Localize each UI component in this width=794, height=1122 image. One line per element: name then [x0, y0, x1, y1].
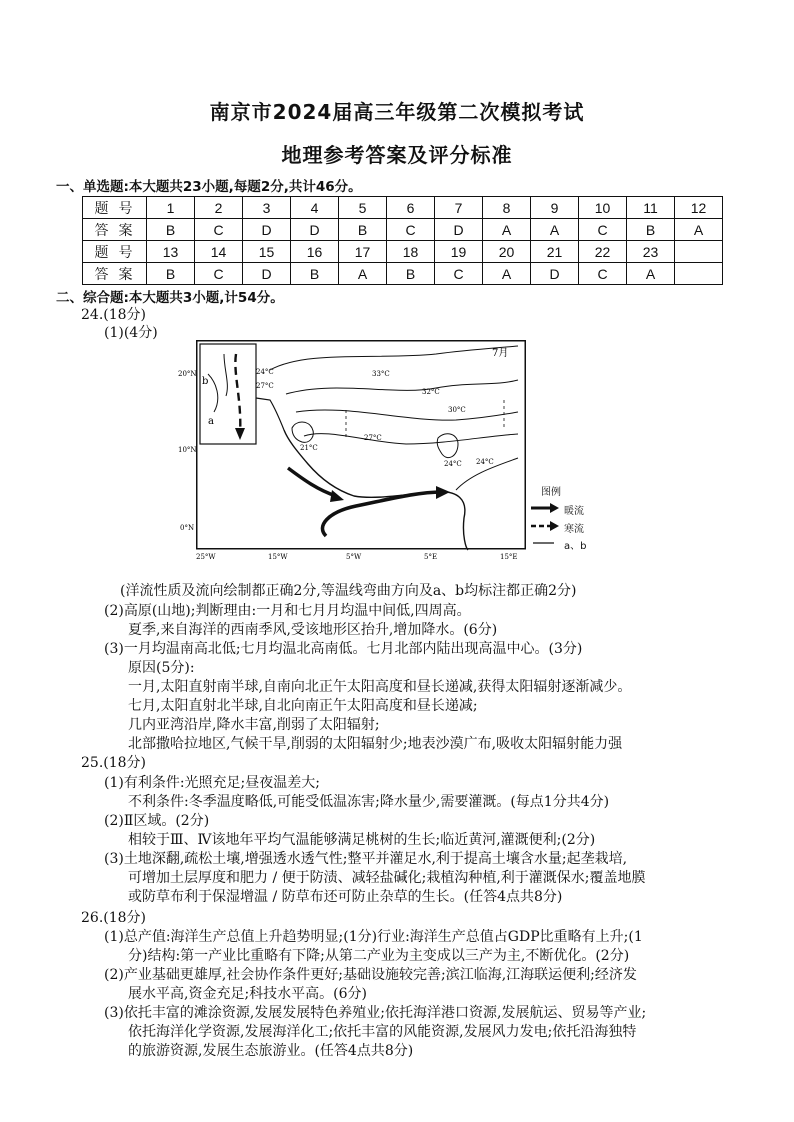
table-row [83, 219, 723, 241]
isotherm-label: 27°C [256, 382, 274, 390]
isotherm-label: 24°C [256, 368, 274, 376]
answer-cell: C [387, 219, 435, 241]
answer-cell: C [579, 263, 627, 285]
answer-line: 夏季,来自海洋的西南季风,受该地形区抬升,增加降水。(6分) [128, 622, 498, 638]
answer-cell: B [387, 263, 435, 285]
question-number: 14 [195, 241, 243, 263]
lon-label: 5°W [346, 553, 362, 561]
answer-cell: D [243, 263, 291, 285]
question-number: 2 [195, 197, 243, 219]
question-number: 16 [291, 241, 339, 263]
answer-line: 的旅游资源,发展生态旅游业。(任答4点共8分) [128, 1043, 414, 1059]
answer-cell: D [531, 263, 579, 285]
legend-isotherm: a、b [564, 541, 587, 552]
q26-heading: 26.(18分) [81, 910, 147, 926]
answer-cell: A [531, 219, 579, 241]
row-label: 答案 [83, 219, 147, 241]
inset-label-a: a [208, 416, 214, 427]
isotherm-label: 33°C [372, 370, 390, 378]
question-number: 12 [675, 197, 723, 219]
answer-cell: A [339, 263, 387, 285]
answer-cell: B [291, 263, 339, 285]
answer-line: (3)一月均温南高北低;七月均温北高南低。七月北部内陆出现高温中心。(3分) [104, 641, 583, 657]
question-number: 11 [627, 197, 675, 219]
answer-cell: C [195, 219, 243, 241]
question-number: 7 [435, 197, 483, 219]
question-number: 5 [339, 197, 387, 219]
lon-label: 15°E [500, 553, 518, 561]
section1-heading: 一、单选题:本大题共23小题,每题2分,共计46分。 [56, 179, 362, 195]
lat-label: 20°N [178, 370, 197, 378]
question-number: 18 [387, 241, 435, 263]
answer-line: 分)结构:第一产业比重略有下降;从第二产业为主变成以三产为主,不断优化。(2分) [128, 948, 630, 964]
isotherm-label: 24°C [476, 458, 494, 466]
answer-line: (3)土地深翻,疏松土壤,增强透水透气性;整平并灌足水,利于提高土壤含水量;起垄栽培, [104, 851, 628, 867]
answer-cell: D [243, 219, 291, 241]
legend-warm: 暖流 [564, 506, 584, 517]
answer-line: (2)高原(山地);判断理由:一月和七月月均温中间低,四周高。 [104, 603, 471, 619]
answer-cell: A [483, 219, 531, 241]
answer-line: 展水平高,资金充足;科技水平高。(6分) [128, 986, 367, 1002]
lat-label: 0°N [180, 524, 195, 532]
question-number: 17 [339, 241, 387, 263]
answer-line: 七月,太阳直射北半球,自北向南正午太阳高度和昼长递减; [128, 698, 478, 714]
question-number: 22 [579, 241, 627, 263]
legend-cold: 寒流 [564, 524, 584, 535]
answer-line: 几内亚湾沿岸,降水丰富,削弱了太阳辐射; [128, 717, 380, 733]
answer-cell: A [627, 263, 675, 285]
answer-line: 或防草布利于保湿增温 / 防草布还可防止杂草的生长。(任答4点共8分) [128, 889, 563, 905]
answer-cell: B [339, 219, 387, 241]
q24-note: (洋流性质及流向绘制都正确2分,等温线弯曲方向及a、b均标注都正确2分) [120, 583, 577, 599]
question-number: 13 [147, 241, 195, 263]
question-number: 8 [483, 197, 531, 219]
answer-cell: C [435, 263, 483, 285]
question-number: 19 [435, 241, 483, 263]
answer-cell: B [627, 219, 675, 241]
isotherm-label: 30°C [448, 406, 466, 414]
answer-line: 相较于Ⅲ、Ⅳ该地年平均气温能够满足桃树的生长;临近黄河,灌溉便利;(2分) [128, 832, 596, 848]
answer-line: 依托海洋化学资源,发展海洋化工;依托丰富的风能资源,发展风力发电;依托沿海独特 [128, 1024, 637, 1040]
page-subtitle: 地理参考答案及评分标准 [281, 143, 513, 167]
row-label: 答案 [83, 263, 147, 285]
legend-symbols [528, 500, 562, 550]
q24-heading: 24.(18分) [81, 307, 147, 323]
answer-line: 不利条件:冬季温度略低,可能受低温冻害;降水量少,需要灌溉。(每点1分共4分) [128, 794, 610, 810]
answer-line: (1)总产值:海洋生产总值上升趋势明显;(1分)行业:海洋生产总值占GDP比重略有上升;(1 [104, 929, 643, 945]
map-month: 7月 [492, 348, 509, 359]
lon-label: 25°W [196, 553, 216, 561]
section2-heading: 二、综合题:本大题共3小题,计54分。 [56, 290, 284, 306]
answer-line: 原因(5分): [128, 660, 195, 676]
table-row [83, 241, 723, 263]
isotherm-label: 24°C [444, 460, 462, 468]
answer-line: (2)Ⅱ区域。(2分) [104, 813, 210, 829]
isotherm-map [178, 340, 526, 562]
answer-line: 一月,太阳直射南半球,自南向北正午太阳高度和昼长递减,获得太阳辐射逐渐减少。 [128, 679, 632, 695]
row-label: 题号 [83, 241, 147, 263]
answer-cell: A [483, 263, 531, 285]
legend-title: 图例 [541, 487, 561, 498]
lon-label: 15°W [268, 553, 288, 561]
table-row [83, 263, 723, 285]
lat-label: 10°N [178, 446, 197, 454]
question-number: 4 [291, 197, 339, 219]
question-number [675, 241, 723, 263]
page-title: 南京市2024届高三年级第二次模拟考试 [209, 100, 585, 124]
q25-heading: 25.(18分) [81, 755, 147, 771]
question-number: 1 [147, 197, 195, 219]
question-number: 6 [387, 197, 435, 219]
question-number: 23 [627, 241, 675, 263]
isotherm-label: 27°C [364, 434, 382, 442]
answer-line: 北部撒哈拉地区,气候干旱,削弱的太阳辐射少;地表沙漠广布,吸收太阳辐射能力强 [128, 736, 623, 752]
answer-cell: C [579, 219, 627, 241]
answer-cell [675, 263, 723, 285]
answer-cell: B [147, 263, 195, 285]
answer-cell: C [195, 263, 243, 285]
answer-table [82, 196, 723, 285]
answer-line: 可增加土层厚度和肥力 / 便于防渍、减轻盐碱化;栽植沟种植,利于灌溉保水;覆盖地膜 [128, 870, 646, 886]
answer-line: (1)有利条件:光照充足;昼夜温差大; [104, 775, 320, 791]
isotherm-label: 32°C [422, 388, 440, 396]
question-number: 3 [243, 197, 291, 219]
q24-sub1: (1)(4分) [104, 325, 158, 341]
inset-label-b: b [202, 376, 209, 387]
isotherm-label: 21°C [300, 444, 318, 452]
question-number: 9 [531, 197, 579, 219]
answer-cell: B [147, 219, 195, 241]
answer-line: (2)产业基础更雄厚,社会协作条件更好;基础设施较完善;滨江临海,江海联运便利;经济发 [104, 967, 637, 983]
question-number: 10 [579, 197, 627, 219]
answer-line: (3)依托丰富的滩涂资源,发展发展特色养殖业;依托海洋港口资源,发展航运、贸易等产业; [104, 1005, 647, 1021]
answer-cell: A [675, 219, 723, 241]
answer-cell: D [435, 219, 483, 241]
lon-label: 5°E [424, 553, 438, 561]
question-number: 20 [483, 241, 531, 263]
answer-cell: D [291, 219, 339, 241]
question-number: 15 [243, 241, 291, 263]
table-row [83, 197, 723, 219]
row-label: 题号 [83, 197, 147, 219]
question-number: 21 [531, 241, 579, 263]
